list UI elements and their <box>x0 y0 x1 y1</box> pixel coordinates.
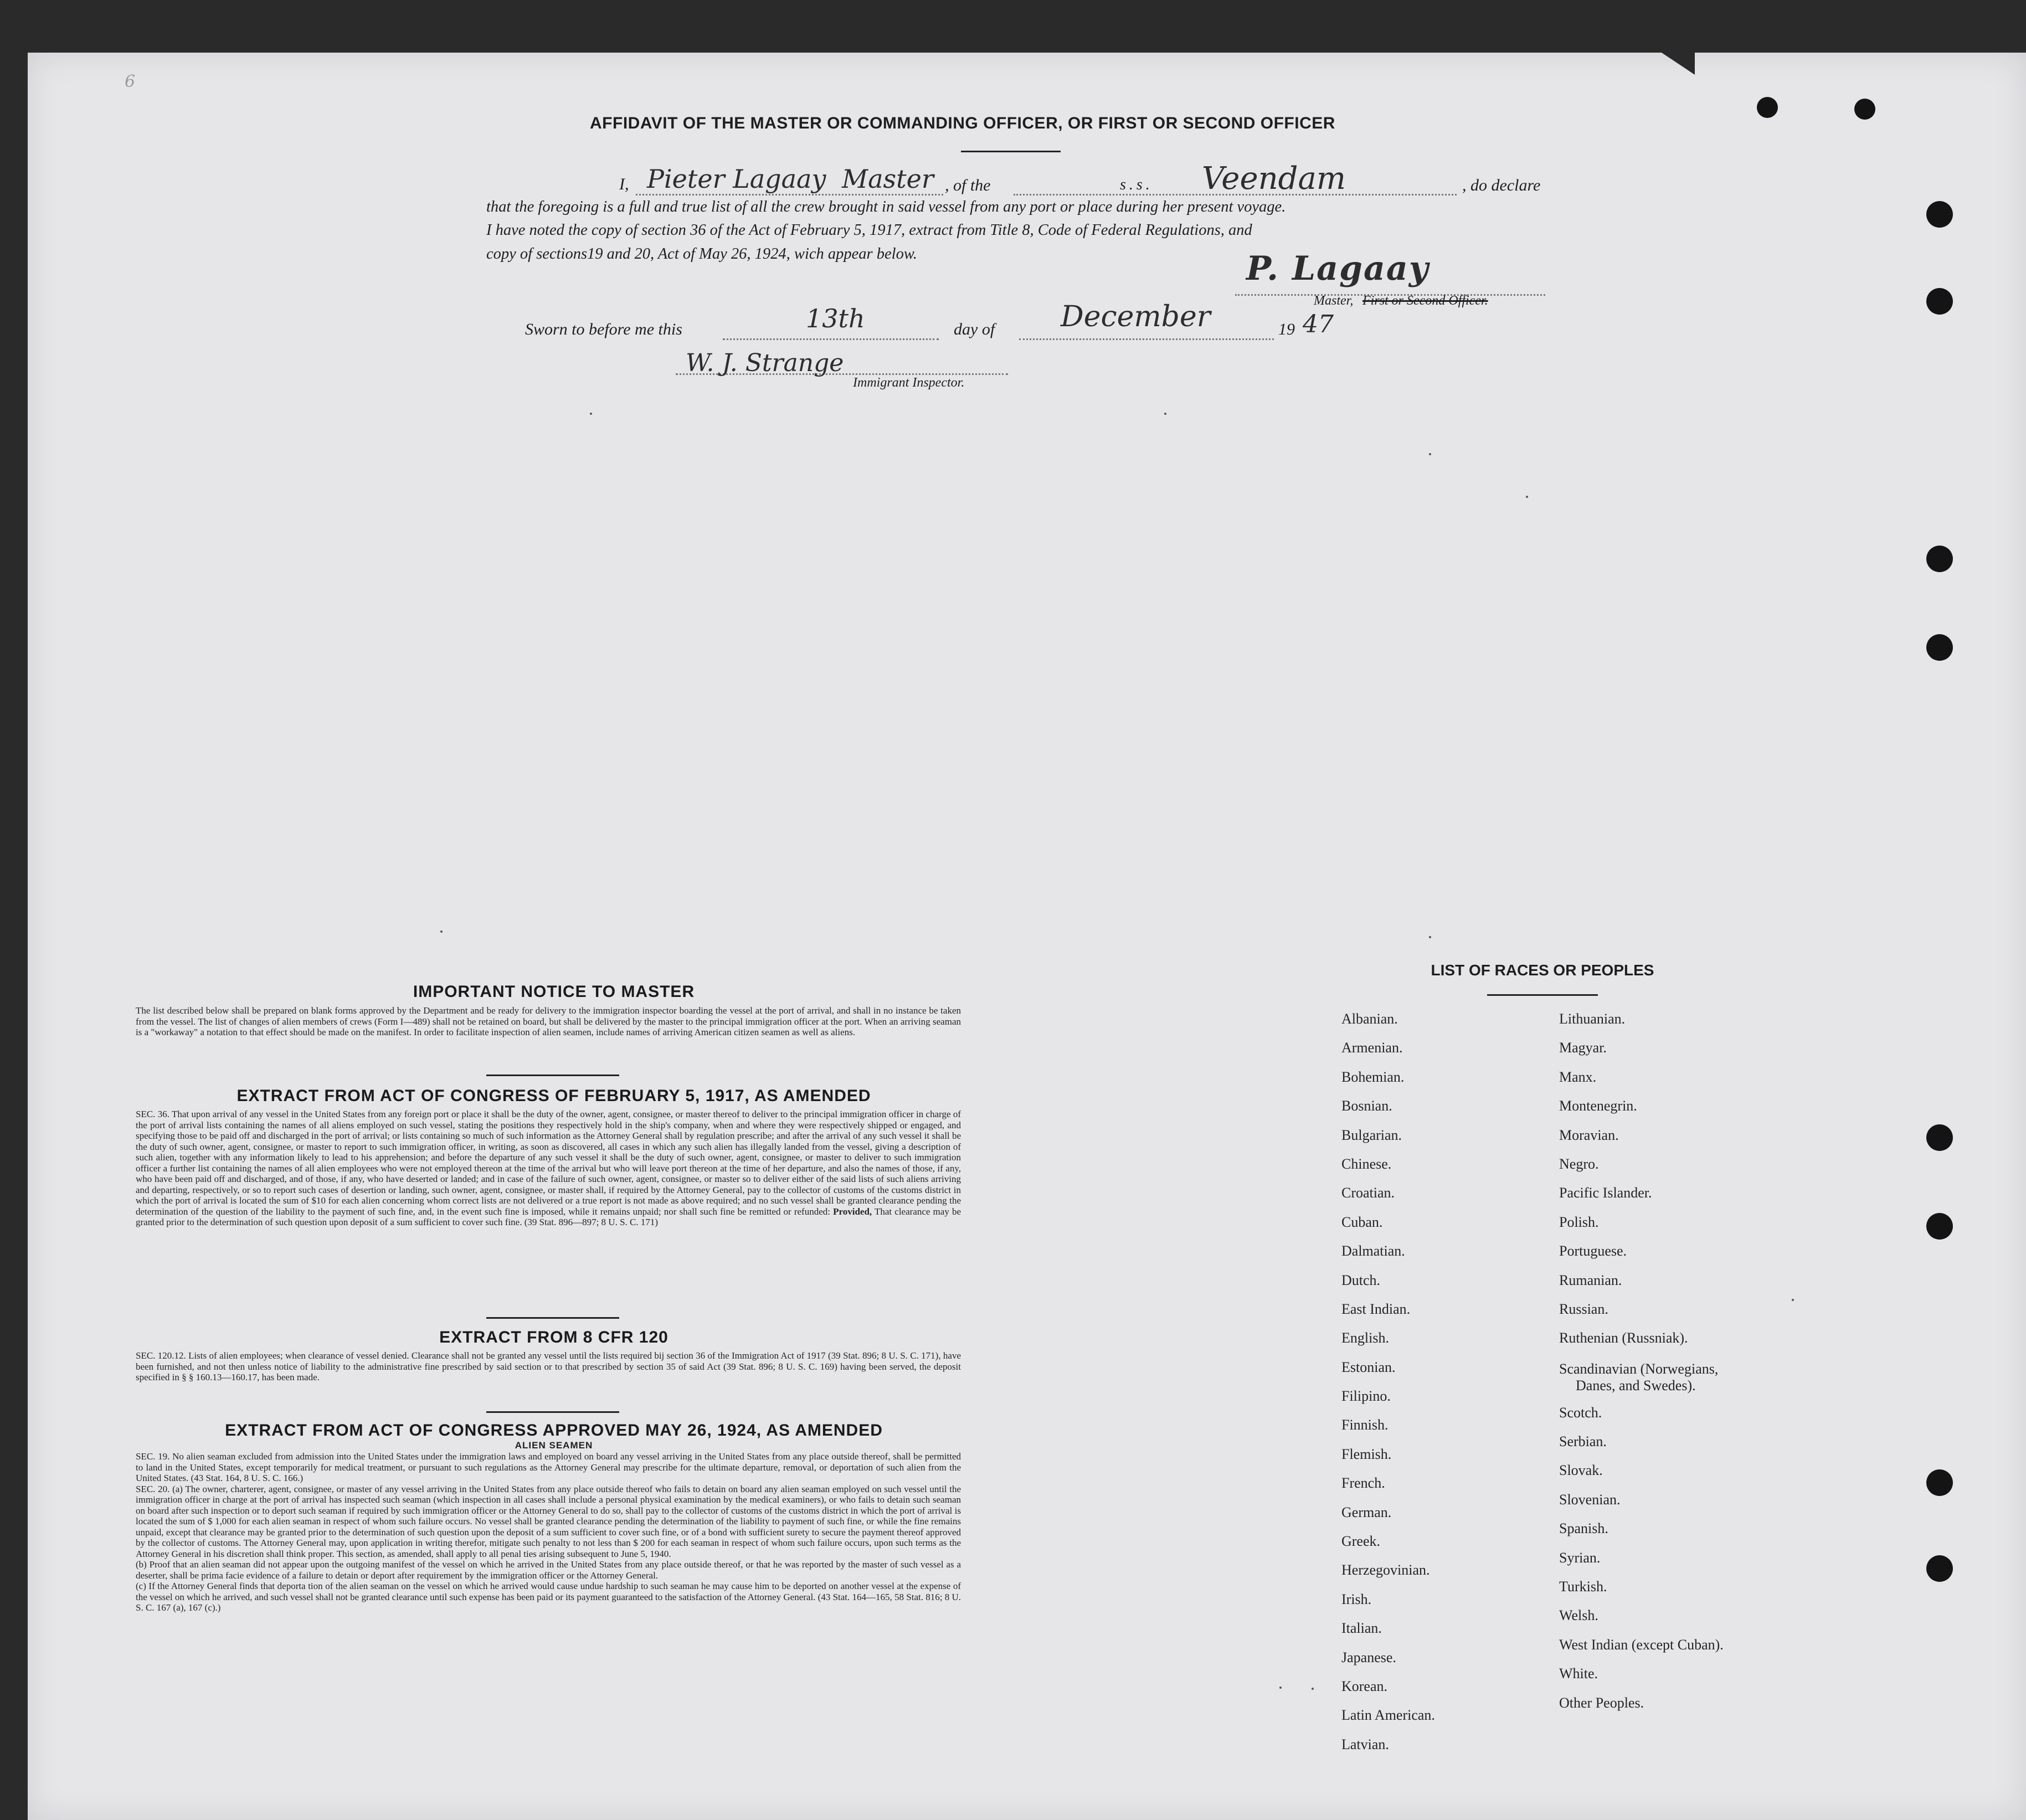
race-item: Croatian. <box>1341 1185 1395 1201</box>
race-item: Polish. <box>1559 1214 1599 1230</box>
master-signature: P. Lagaay <box>1246 249 1429 288</box>
race-item: Welsh. <box>1559 1607 1598 1624</box>
extract-1924-sec20c: (c) If the Attorney General finds that deporta tion of the alien seaman on the vessel on which he arrived would cause undue hardship to such seaman he may cause him to be deported on another vessel at the expense of the vessel on which he arrived, and such vessel shall not be granted clearance until such expense has been paid or its payment guaranteed to the satisfaction of the Attorney General. (43 Stat. 164—165, 58 Stat. 816; 8 U. S. C. 167 (a), 167 (c).) <box>136 1581 961 1613</box>
scan-speck <box>1279 1687 1282 1689</box>
inspector-signature: W. J. Strange <box>686 349 844 377</box>
extract-1924-title: EXTRACT FROM ACT OF CONGRESS APPROVED MAY 26, 1924, AS AMENDED <box>225 1421 883 1439</box>
race-item: Manx. <box>1559 1068 1597 1085</box>
race-item: Bosnian. <box>1341 1098 1392 1114</box>
race-item: Irish. <box>1341 1591 1372 1607</box>
race-item: Finnish. <box>1341 1417 1389 1433</box>
of-the-label: , of the <box>945 176 991 194</box>
extract-1924-sec20a: SEC. 20. (a) The owner, charterer, agent, consignee, or master of any vessel arriving in the United States from any place outside thereof who fails to detain on board any alien seaman employed on such vessel until the immigration officer in charge at the port of arrival has inspected such seaman (which inspection in all cases shall include a personal physical examination by the medical examiners), or who fails to detain such seaman on board after such inspection or to deport such seaman if required by such immigration officer or the Attorney General to do so, shall pay to the collector of customs of the customs district in which the port of arrival is located the sum of $ 1,000 for each alien seaman in respect of whom such failure occurs. No vessel shall be granted clearance pending the determination of the liability to payment of such fine, or while the fine remains unpaid, except that clearance may be granted prior to the determination of such question upon the deposit of a sum sufficient to cover such fine, or of a bond with sufficient surety to secure the payment thereof approved by the collector of customs. The Attorney General may, upon application in writing therefor, mitigate such penalty to not less than $ 200 for each seaman in respect of whom such failure occurs, upon such terms as the Attorney General in his discretion shall think proper. This section, as amended, shall apply to all penal ties arising subsequent to June 5, 1940. <box>136 1483 961 1559</box>
rank-handwritten: Master <box>842 164 934 194</box>
corner-pencil-mark: 6 <box>125 72 136 91</box>
races-title-rule <box>1487 994 1598 996</box>
scan-speck <box>1526 496 1528 498</box>
master-label: Master, <box>1314 294 1354 308</box>
race-item: English. <box>1341 1330 1389 1346</box>
race-item: Montenegrin. <box>1559 1098 1637 1114</box>
race-item: Scotch. <box>1559 1404 1602 1421</box>
race-item: Flemish. <box>1341 1446 1392 1462</box>
race-item: Japanese. <box>1341 1649 1396 1665</box>
punch-hole <box>1926 1124 1953 1151</box>
punch-hole <box>1854 99 1875 120</box>
race-item: Ruthenian (Russniak). <box>1559 1330 1688 1346</box>
extract-1924-subtitle: ALIEN SEAMEN <box>515 1440 593 1451</box>
punch-hole <box>1926 546 1953 572</box>
vessel-prefix: s.s. <box>1120 176 1153 193</box>
extract-1924-text <box>136 1451 961 1613</box>
punch-hole <box>1926 288 1953 315</box>
year-printed: 19 <box>1278 320 1295 338</box>
punch-hole <box>1926 1213 1953 1240</box>
race-item: Greek. <box>1341 1533 1381 1550</box>
race-item: Dalmatian. <box>1341 1243 1405 1259</box>
month-field <box>1019 334 1274 340</box>
extract-1917-title: EXTRACT FROM ACT OF CONGRESS OF FEBRUARY 5, 1917, AS AMENDED <box>236 1087 871 1105</box>
race-item: French. <box>1341 1475 1385 1492</box>
section-divider <box>486 1317 619 1319</box>
declaration-line-2: that the foregoing is a full and true list of all the crew brought in said vessel from any port or place during her present voyage. <box>486 198 1286 215</box>
race-item: Lithuanian. <box>1559 1011 1626 1027</box>
race-item: Serbian. <box>1559 1433 1607 1450</box>
scan-speck <box>1164 413 1166 415</box>
race-item: Negro. <box>1559 1155 1599 1172</box>
race-item: Armenian. <box>1341 1040 1403 1056</box>
vessel-name-handwritten: Veendam <box>1202 161 1346 197</box>
race-item: Portuguese. <box>1559 1243 1627 1259</box>
race-item: East Indian. <box>1341 1300 1411 1317</box>
race-item: Other Peoples. <box>1559 1694 1644 1711</box>
day-field <box>723 334 939 340</box>
extract-1917-body: SEC. 36. That upon arrival of any vessel in the United States from any foreign port or place it shall be the duty of the owner, agent, consignee, or master thereof to deliver to the principal immigration officer in charge of the port of arrival lists containing the names of all aliens employed on such vessel, stating the positions they respectively hold in the ship's company, when and where they were respectively shipped or engaged, and specifying those to be paid off and discharged in the port of arrival; or lists containing so much of such information as the Attorney General shall by regulation prescribe; and after the arrival of any such vessel it shall be the duty of such owner, agent, consignee, or master to report to such immigration officer, in writing, as soon as discovered, all cases in which any such alien has illegally landed from the vessel, giving a description of such alien, together with any information likely to lead to his apprehension; and before the departure of any such vessel it shall be the duty of such owner, agent, consignee, or master to deliver to such immigration officer a further list containing the names of all alien employees who were not employed thereon at the time of the arrival but who will leave port thereon at the time of her departure, and also the names of those, if any, who have been paid off and discharged, and of those, if any, who have deserted or landed; and in case of the failure of such owner, agent, consignee, or master so to deliver either of the said lists of such aliens arriving and departing, respectively, or so to report such cases of desertion or landing, such owner, agent, consignee, or master shall, if required by the Attorney General, pay to the collector of customs of the customs district in which the port of arrival is located the sum of $10 for each alien concerning whom correct lists are not delivered or a true report is not made as above required; and no such vessel shall be granted clearance pending the determination of the question of the liability to the payment of such fine, and, in the event such fine is imposed, while it remains unpaid; nor shall such fine be remitted or refunded: <box>136 1109 961 1217</box>
punch-hole <box>1926 634 1953 661</box>
notice-title: IMPORTANT NOTICE TO MASTER <box>413 983 695 1001</box>
scan-speck <box>1429 936 1431 938</box>
race-item: Korean. <box>1341 1678 1388 1694</box>
scan-speck <box>1312 1688 1314 1690</box>
extract-1917-proviso: Provided, <box>833 1206 872 1217</box>
race-item: Italian. <box>1341 1620 1382 1637</box>
extract-1924-sec20b: (b) Proof that an alien seaman did not appear upon the outgoing manifest of the vessel on which he arrived in the United States from any place outside thereof, or that he was reported by the master of such vessel as a deserter, shall be prima facie evidence of a failure to detain or deport after requirement by the immigration officer or the Attorney General. <box>136 1559 961 1581</box>
extract-1924-sec19: SEC. 19. No alien seaman excluded from admission into the United States under the immigration laws and employed on board any vessel arriving in the United States from any place outside thereof, shall be permitted to land in the United States, except temporarily for medical treatment, or pursuant to such regulations as the Attorney General may prescribe for the ultimate departure, removal, or deportation of such alien from the United States. (43 Stat. 164, 8 U. S. C. 166.) <box>136 1451 961 1483</box>
races-title: LIST OF RACES OR PEOPLES <box>1431 962 1654 979</box>
declare-label: , do declare <box>1462 176 1541 194</box>
race-item: Pacific Islander. <box>1559 1185 1652 1201</box>
race-item: Latvian. <box>1341 1736 1389 1752</box>
race-item: Slovenian. <box>1559 1491 1621 1508</box>
punch-hole <box>1926 1469 1953 1496</box>
race-item: Russian. <box>1559 1300 1608 1317</box>
sworn-label: Sworn to before me this <box>525 320 682 338</box>
punch-hole <box>1757 97 1778 118</box>
race-item: Scandinavian (Norwegians, <box>1559 1360 1719 1377</box>
officer-label-struck: First or Second Officer. <box>1362 294 1488 308</box>
scan-speck <box>1429 453 1431 455</box>
title-rule <box>961 151 1061 152</box>
master-name-handwritten: Pieter Lagaay <box>647 164 826 194</box>
race-item: Rumanian. <box>1559 1272 1622 1288</box>
race-item: Chinese. <box>1341 1155 1392 1172</box>
race-item: Magyar. <box>1559 1040 1607 1056</box>
race-item: White. <box>1559 1665 1598 1682</box>
race-item: Moravian. <box>1559 1127 1619 1143</box>
affidavit-title: AFFIDAVIT OF THE MASTER OR COMMANDING OFFICER, OR FIRST OR SECOND OFFICER <box>590 114 1335 132</box>
races-column-2 <box>1559 1008 1825 1721</box>
race-item: Albanian. <box>1341 1011 1398 1027</box>
section-divider <box>486 1411 619 1413</box>
month-handwritten: December <box>1061 300 1211 333</box>
race-item: Bohemian. <box>1341 1068 1405 1085</box>
inspector-label: Immigrant Inspector. <box>853 376 965 390</box>
extract-cfr-title: EXTRACT FROM 8 CFR 120 <box>439 1328 669 1346</box>
year-handwritten: 47 <box>1303 310 1334 338</box>
race-item: Herzegovinian. <box>1341 1562 1430 1579</box>
declaration-line-3: I have noted the copy of section 36 of the Act of February 5, 1917, extract from Title 8, Code of Federal Regulations, and <box>486 222 1252 239</box>
notice-text: The list described below shall be prepared on blank forms approved by the Department and be ready for delivery to the immigration inspector boarding the vessel at the port of arrival, and shall in no instance be taken from the vessel. The list of changes of alien members of crews (Form I—489) shall not be retained on board, but shall be delivered by the master to the principal immigration officer at the port. When an arriving seaman is a "workaway" a notation to that effect should be made on the manifest. In order to facilitate inspection of alien seamen, include names of arriving American citizen seamen as well as aliens. <box>136 1005 961 1037</box>
race-item: Syrian. <box>1559 1549 1601 1566</box>
extract-1917-text <box>136 1109 961 1228</box>
race-item: Filipino. <box>1341 1388 1391 1405</box>
race-item: Slovak. <box>1559 1462 1603 1479</box>
race-item: Dutch. <box>1341 1272 1381 1288</box>
punch-hole <box>1926 201 1953 228</box>
affidavit-i-label: I, <box>619 175 629 193</box>
day-handwritten: 13th <box>806 304 865 333</box>
race-item: Latin American. <box>1341 1707 1435 1724</box>
race-item: Bulgarian. <box>1341 1127 1402 1143</box>
extract-cfr-text: SEC. 120.12. Lists of alien employees; when clearance of vessel denied. Clearance shall not be granted any vessel until the lists required bij section 36 of the Immigration Act of 1917 (39 Stat. 896; 8 U. S. C. 171), have been furnished, and not then unless notice of liability to the administrative fine prescribed by said section or to that prescribed by section 35 of said Act (39 Stat. 896; 8 U. S. C. 169) having been served, the deposit specified in § § 160.13—160.17, has been made. <box>136 1350 961 1382</box>
race-item: Spanish. <box>1559 1520 1608 1537</box>
race-item: Turkish. <box>1559 1579 1607 1595</box>
scan-speck <box>440 930 443 933</box>
race-item: Estonian. <box>1341 1359 1396 1375</box>
declaration-line-4: copy of sections19 and 20, Act of May 26, 1924, wich appear below. <box>486 245 917 263</box>
race-item: West Indian (except Cuban). <box>1559 1636 1724 1653</box>
races-column-1 <box>1341 1008 1541 1762</box>
scan-speck <box>590 413 592 415</box>
race-item: German. <box>1341 1504 1392 1520</box>
punch-hole <box>1926 1555 1953 1582</box>
day-of-label: day of <box>954 320 995 338</box>
race-item-continuation: Danes, and Swedes). <box>1576 1377 1696 1394</box>
section-divider <box>486 1074 619 1076</box>
extract-1917-body-end: That clearance may be granted prior to the determination of such question upon deposit of a sum sufficient to cover such fine. (39 Stat. 896—897; 8 U. S. C. 171) <box>136 1206 961 1227</box>
race-item: Cuban. <box>1341 1214 1383 1230</box>
